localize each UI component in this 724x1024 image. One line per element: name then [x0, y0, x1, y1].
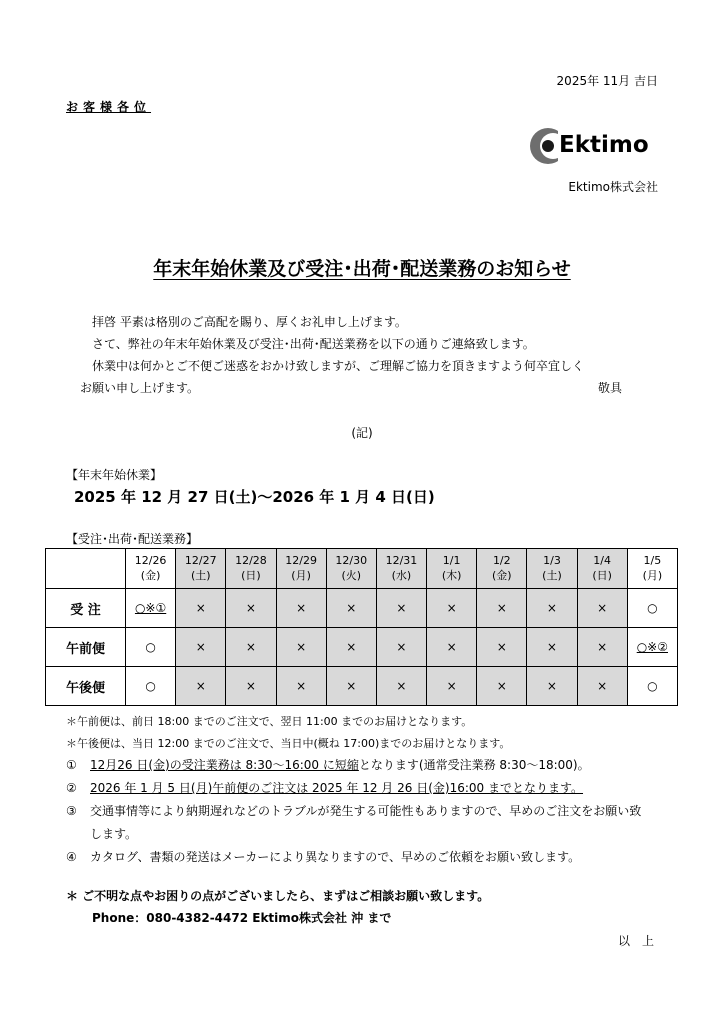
- holiday-period: 2025 年 12 月 27 日(土)～2026 年 1 月 4 日(日): [74, 488, 435, 506]
- column-weekday: (日): [241, 568, 261, 582]
- column-weekday: (月): [642, 568, 663, 582]
- schedule-cell: ×: [176, 589, 226, 628]
- company-logo: [526, 124, 666, 168]
- item-3-continued: します。: [90, 827, 138, 841]
- ki-marker: (記): [351, 426, 373, 440]
- column-weekday: (木): [441, 568, 462, 582]
- column-date: 1/5: [643, 554, 662, 568]
- table-row: [46, 628, 678, 667]
- body-line-2: さて、弊社の年末年始休業及び受注･出荷･配送業務を以下の通りご連絡致します。: [92, 337, 535, 351]
- schedule-cell: ×: [226, 667, 276, 706]
- column-weekday: (金): [140, 568, 161, 582]
- schedule-cell: ×: [276, 628, 326, 667]
- schedule-cell: ×: [226, 589, 276, 628]
- note-afternoon-delivery: ＊午後便は、当日 12:00 までのご注文で、当日中(概ね 17:00)までのお届けとなります。: [66, 737, 511, 750]
- schedule-cell: ○: [126, 667, 176, 706]
- column-weekday: (金): [491, 568, 512, 582]
- column-weekday: (土): [190, 568, 211, 582]
- table-row: [46, 589, 678, 628]
- schedule-cell: ×: [376, 628, 426, 667]
- schedule-header-row: [46, 549, 678, 589]
- column-weekday: (水): [391, 568, 412, 582]
- item-1-rest: となります(通常受注業務 8:30～18:00)。: [358, 758, 590, 772]
- schedule-cell: ×: [176, 667, 226, 706]
- row-label: 午後便: [46, 667, 126, 706]
- column-header-5: [376, 549, 426, 589]
- item-3-text: 交通事情等により納期遅れなどのトラブルが発生する可能性もありますので、早めのご注文をお願い致: [90, 804, 642, 818]
- column-header-3: [276, 549, 326, 589]
- schedule-cell: ×: [376, 667, 426, 706]
- schedule-cell: ×: [427, 589, 477, 628]
- schedule-cell: ×: [376, 589, 426, 628]
- schedule-cell: ×: [577, 667, 627, 706]
- column-date: 1/1: [442, 554, 461, 568]
- column-header-8: [527, 549, 577, 589]
- contact-note: ＊ ご不明な点やお困りの点がございましたら、まずはご相談お願い致します。: [66, 889, 490, 903]
- schedule-cell: ×: [427, 667, 477, 706]
- item-1-underlined: 12月26 日(金)の受注業務は 8:30～16:00 に短縮: [90, 758, 359, 772]
- column-date: 1/2: [492, 554, 511, 568]
- column-header-2: [226, 549, 276, 589]
- schedule-table: [45, 548, 678, 706]
- column-header-1: [176, 549, 226, 589]
- column-weekday: (土): [542, 568, 562, 582]
- table-row: [46, 667, 678, 706]
- schedule-cell: ×: [326, 667, 376, 706]
- schedule-cell: ○※②: [627, 628, 677, 667]
- logo-wordmark: Ektimo: [559, 132, 649, 158]
- column-date: 1/3: [543, 554, 561, 568]
- item-2-text: 2026 年 1 月 5 日(月)午前便のご注文は 2025 年 12 月 26 日(金)16:00 までとなります。: [90, 781, 584, 795]
- column-date: 12/27: [184, 554, 217, 568]
- column-header-4: [326, 549, 376, 589]
- schedule-cell: ×: [276, 667, 326, 706]
- addressee: お客様各位: [66, 100, 152, 114]
- item-4: ④ カタログ、書類の発送はメーカーにより異なりますので、早めのご依頼をお願い致します。: [66, 850, 581, 864]
- schedule-cell: ×: [477, 589, 527, 628]
- ektimo-logo-icon: [526, 124, 558, 168]
- corner-cell: [46, 549, 126, 589]
- schedule-body: [46, 589, 678, 706]
- contact-phone: Phone：080-4382-4472 Ektimo株式会社 沖 まで: [92, 911, 392, 925]
- closing-keigu: 敬具: [598, 381, 623, 395]
- schedule-cell: ○: [126, 628, 176, 667]
- schedule-cell: ×: [427, 628, 477, 667]
- company-name: Ektimo株式会社: [568, 180, 658, 194]
- column-date: 1/4: [593, 554, 611, 568]
- item-4-text: カタログ、書類の発送はメーカーにより異なりますので、早めのご依頼をお願い致します。: [90, 850, 581, 864]
- schedule-cell: ×: [326, 628, 376, 667]
- issue-date: 2025年 11月 吉日: [556, 74, 658, 88]
- schedule-cell: ×: [577, 628, 627, 667]
- body-line-1: 拝啓 平素は格別のご高配を賜り、厚くお礼申し上げます。: [92, 315, 407, 329]
- column-date: 12/29: [285, 554, 317, 568]
- note-morning-delivery: ＊午前便は、前日 18:00 までのご注文で、翌日 11:00 までのお届けとなります。: [66, 715, 473, 728]
- column-weekday: (火): [341, 568, 362, 582]
- schedule-cell: ○※①: [126, 589, 176, 628]
- column-date: 12/28: [235, 554, 267, 568]
- schedule-cell: ×: [176, 628, 226, 667]
- schedule-cell: ×: [477, 628, 527, 667]
- column-header-7: [477, 549, 527, 589]
- row-label: 午前便: [46, 628, 126, 667]
- schedule-cell: ×: [326, 589, 376, 628]
- closing-ijou: 以上: [618, 934, 667, 948]
- schedule-cell: ○: [627, 667, 677, 706]
- schedule-cell: ×: [226, 628, 276, 667]
- row-label: 受 注: [46, 589, 126, 628]
- schedule-cell: ×: [527, 628, 577, 667]
- column-weekday: (日): [592, 568, 612, 582]
- item-1: ① 12月26 日(金)の受注業務は 8:30～16:00 に短縮となります(通常受注業務 8:30～18:00)。: [66, 758, 590, 772]
- item-2: ② 2026 年 1 月 5 日(月)午前便のご注文は 2025 年 12 月 26 日(金)16:00 までとなります。: [66, 781, 584, 795]
- column-header-9: [577, 549, 627, 589]
- body-line-4: お願い申し上げます。: [80, 381, 200, 395]
- item-3: ③ 交通事情等により納期遅れなどのトラブルが発生する可能性もありますので、早めのご注文をお願い致: [66, 804, 642, 818]
- column-header-6: [427, 549, 477, 589]
- body-line-3: 休業中は何かとご不便ご迷惑をおかけ致しますが、ご理解ご協力を頂きますよう何卒宜しく: [92, 359, 585, 373]
- page-title: 年末年始休業及び受注･出荷･配送業務のお知らせ: [153, 258, 571, 280]
- column-weekday: (月): [291, 568, 311, 582]
- schedule-cell: ×: [527, 667, 577, 706]
- column-date: 12/30: [335, 554, 368, 568]
- column-date: 12/26: [134, 554, 167, 568]
- column-header-0: [126, 549, 176, 589]
- schedule-cell: ×: [276, 589, 326, 628]
- column-header-10: [627, 549, 677, 589]
- schedule-section-label: 【受注･出荷･配送業務】: [66, 532, 199, 546]
- schedule-cell: ○: [627, 589, 677, 628]
- holiday-section-label: 【年末年始休業】: [66, 468, 163, 482]
- column-date: 12/31: [385, 554, 418, 568]
- schedule-cell: ×: [527, 589, 577, 628]
- schedule-cell: ×: [577, 589, 627, 628]
- schedule-cell: ×: [477, 667, 527, 706]
